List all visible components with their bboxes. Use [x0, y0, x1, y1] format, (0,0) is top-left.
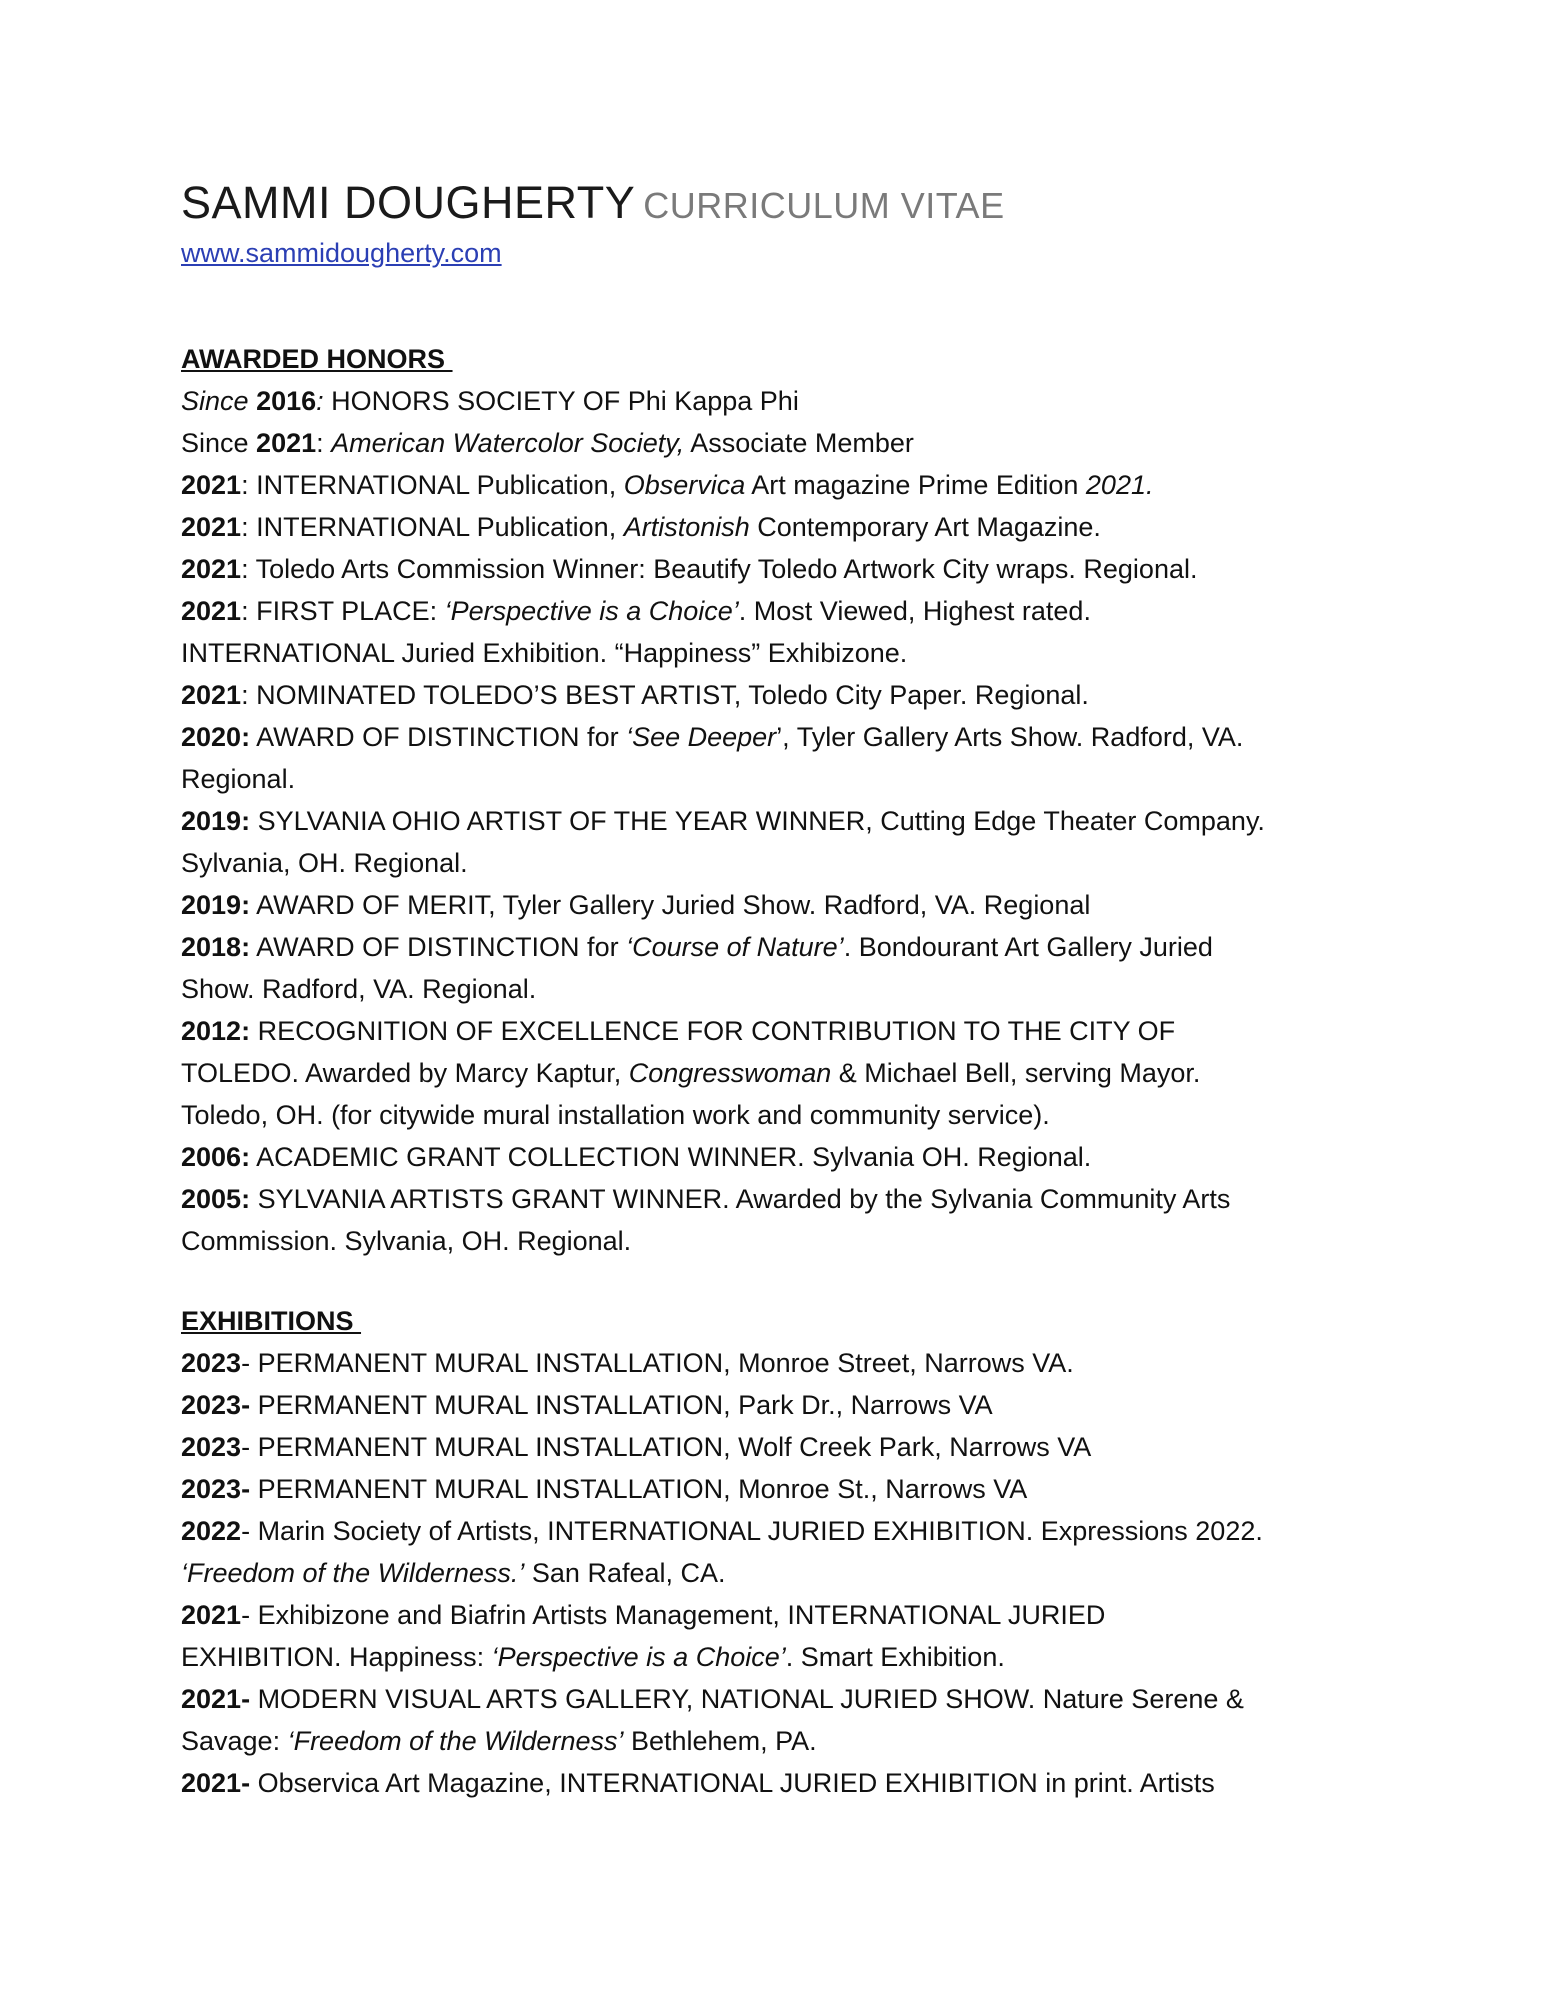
entry-text: - Marin Society of Artists, INTERNATIONAL JURIED EXHIBITION. Expressions 2022.	[241, 1516, 1263, 1546]
honors-heading: AWARDED HONORS	[181, 344, 453, 374]
entry-italic-text: ‘Freedom of the Wilderness’	[287, 1726, 624, 1756]
cv-entry-line	[181, 1594, 1361, 1636]
entry-italic-text: ‘Perspective is a Choice’	[491, 1642, 786, 1672]
cv-entry-line	[181, 1552, 1361, 1594]
entry-text: - Exhibizone and Biafrin Artists Management, INTERNATIONAL JURIED	[241, 1600, 1106, 1630]
entry-year: 2019:	[181, 890, 251, 920]
entry-text: Commission. Sylvania, OH. Regional.	[181, 1226, 632, 1256]
entry-year: 2021	[256, 428, 317, 458]
entry-italic-text: 2021.	[1085, 470, 1154, 500]
entry-text: : INTERNATIONAL Publication,	[241, 470, 624, 500]
entry-text: Toledo, OH. (for citywide mural installation work and community service).	[181, 1100, 1050, 1130]
entry-year: 2019:	[181, 806, 251, 836]
cv-entry-line	[181, 380, 1361, 422]
cv-entry-line	[181, 842, 1361, 884]
document-subtitle: CURRICULUM VITAE	[643, 185, 1005, 226]
entry-year: 2022	[181, 1516, 242, 1546]
entry-text: PERMANENT MURAL INSTALLATION, Park Dr., Narrows VA	[250, 1390, 993, 1420]
entry-text: Bethlehem, PA.	[623, 1726, 817, 1756]
entry-italic-text: Since	[181, 386, 249, 416]
entry-text: TOLEDO. Awarded by Marcy Kaptur,	[181, 1058, 629, 1088]
cv-entry-line	[181, 1220, 1361, 1262]
entry-text: Sylvania, OH. Regional.	[181, 848, 468, 878]
cv-entry-line	[181, 1052, 1361, 1094]
entry-text: SYLVANIA OHIO ARTIST OF THE YEAR WINNER, Cutting Edge Theater Company.	[250, 806, 1265, 836]
artist-name: SAMMI DOUGHERTY	[181, 177, 636, 228]
cv-entry-line	[181, 632, 1361, 674]
entry-text: ’, Tyler Gallery Arts Show. Radford, VA.	[776, 722, 1244, 752]
cv-entry-line	[181, 716, 1361, 758]
honors-list	[181, 380, 1361, 1262]
entry-italic-text: ‘See Deeper	[626, 722, 777, 752]
entry-year: 2012:	[181, 1016, 251, 1046]
entry-text: HONORS SOCIETY OF Phi Kappa Phi	[323, 386, 799, 416]
entry-year: 2023	[181, 1348, 242, 1378]
cv-entry-line	[181, 1678, 1361, 1720]
entry-italic-text: American Watercolor Society,	[331, 428, 685, 458]
entry-year: 2021	[181, 470, 242, 500]
cv-entry-line	[181, 800, 1361, 842]
entry-text: Savage:	[181, 1726, 288, 1756]
entry-text: - PERMANENT MURAL INSTALLATION, Wolf Creek Park, Narrows VA	[241, 1432, 1092, 1462]
entry-italic-text: ‘Course of Nature’	[626, 932, 844, 962]
entry-italic-text: Observica	[623, 470, 746, 500]
entry-text: EXHIBITION. Happiness:	[181, 1642, 492, 1672]
entry-text	[249, 386, 257, 416]
cv-entry-line	[181, 926, 1361, 968]
entry-text: . Bondourant Art Gallery Juried	[843, 932, 1213, 962]
cv-entry-line	[181, 1720, 1361, 1762]
entry-year: 2021	[181, 1600, 242, 1630]
cv-entry-line	[181, 1762, 1361, 1804]
entry-year: 2021-	[181, 1768, 251, 1798]
cv-entry-line	[181, 1010, 1361, 1052]
entry-year: 2016	[256, 386, 317, 416]
entry-year: 2006:	[181, 1142, 251, 1172]
document-title	[181, 177, 1005, 228]
entry-text: Contemporary Art Magazine.	[749, 512, 1101, 542]
cv-entry-line	[181, 1094, 1361, 1136]
entry-text: ACADEMIC GRANT COLLECTION WINNER. Sylvania OH. Regional.	[250, 1142, 1092, 1172]
entry-text: Associate Member	[684, 428, 914, 458]
cv-entry-line	[181, 1384, 1361, 1426]
entry-text: RECOGNITION OF EXCELLENCE FOR CONTRIBUTION TO THE CITY OF	[250, 1016, 1176, 1046]
cv-entry-line	[181, 422, 1361, 464]
entry-text: AWARD OF MERIT, Tyler Gallery Juried Show. Radford, VA. Regional	[250, 890, 1091, 920]
entry-text: MODERN VISUAL ARTS GALLERY, NATIONAL JURIED SHOW. Nature Serene &	[250, 1684, 1244, 1714]
entry-text: AWARD OF DISTINCTION for	[250, 932, 627, 962]
entry-year: 2023-	[181, 1390, 251, 1420]
cv-entry-line	[181, 548, 1361, 590]
entry-year: 2005:	[181, 1184, 251, 1214]
entry-text: - PERMANENT MURAL INSTALLATION, Monroe Street, Narrows VA.	[241, 1348, 1074, 1378]
entry-text: PERMANENT MURAL INSTALLATION, Monroe St., Narrows VA	[250, 1474, 1028, 1504]
entry-text: . Most Viewed, Highest rated.	[738, 596, 1091, 626]
entry-italic-text: ‘Freedom of the Wilderness.’	[181, 1558, 525, 1588]
entry-text: : NOMINATED TOLEDO’S BEST ARTIST, Toledo City Paper. Regional.	[241, 680, 1089, 710]
entry-text: : INTERNATIONAL Publication,	[241, 512, 624, 542]
entry-year: 2023-	[181, 1474, 251, 1504]
exhibitions-section	[181, 1300, 1361, 1804]
cv-entry-line	[181, 1636, 1361, 1678]
entry-text: SYLVANIA ARTISTS GRANT WINNER. Awarded by the Sylvania Community Arts	[250, 1184, 1231, 1214]
cv-entry-line	[181, 1178, 1361, 1220]
cv-entry-line	[181, 1342, 1361, 1384]
entry-text: & Michael Bell, serving Mayor.	[831, 1058, 1201, 1088]
entry-text: Show. Radford, VA. Regional.	[181, 974, 537, 1004]
entry-year: 2021	[181, 680, 242, 710]
entry-year: 2021	[181, 596, 242, 626]
cv-entry-line	[181, 506, 1361, 548]
entry-year: 2021-	[181, 1684, 251, 1714]
entry-year: 2021	[181, 512, 242, 542]
entry-text: Since	[181, 428, 257, 458]
cv-entry-line	[181, 884, 1361, 926]
cv-entry-line	[181, 590, 1361, 632]
entry-text: AWARD OF DISTINCTION for	[250, 722, 627, 752]
entry-italic-text: Artistonish	[623, 512, 750, 542]
entry-text: . Smart Exhibition.	[785, 1642, 1005, 1672]
entry-text: Regional.	[181, 764, 296, 794]
exhibitions-heading: EXHIBITIONS	[181, 1306, 362, 1336]
cv-entry-line	[181, 1426, 1361, 1468]
entry-text: San Rafeal, CA.	[524, 1558, 726, 1588]
entry-year: 2023	[181, 1432, 242, 1462]
entry-text: : Toledo Arts Commission Winner: Beautify Toledo Artwork City wraps. Regional.	[241, 554, 1198, 584]
entry-year: 2021	[181, 554, 242, 584]
entry-text: INTERNATIONAL Juried Exhibition. “Happiness” Exhibizone.	[181, 638, 908, 668]
cv-entry-line	[181, 464, 1361, 506]
entry-text: Art magazine Prime Edition	[745, 470, 1086, 500]
entry-text: Observica Art Magazine, INTERNATIONAL JURIED EXHIBITION in print. Artists	[250, 1768, 1215, 1798]
cv-entry-line	[181, 758, 1361, 800]
entry-text: :	[316, 428, 332, 458]
entry-italic-text: ‘Perspective is a Choice’	[444, 596, 739, 626]
entry-text: : FIRST PLACE:	[241, 596, 445, 626]
cv-entry-line	[181, 1468, 1361, 1510]
entry-year: 2018:	[181, 932, 251, 962]
entry-italic-text: :	[316, 386, 324, 416]
entry-italic-text: Congresswoman	[628, 1058, 832, 1088]
cv-entry-line	[181, 1136, 1361, 1178]
website-link[interactable]: www.sammidougherty.com	[181, 238, 502, 268]
cv-entry-line	[181, 968, 1361, 1010]
cv-entry-line	[181, 674, 1361, 716]
cv-entry-line	[181, 1510, 1361, 1552]
entry-year: 2020:	[181, 722, 251, 752]
exhibitions-list	[181, 1342, 1361, 1804]
awarded-honors-section	[181, 338, 1361, 1262]
